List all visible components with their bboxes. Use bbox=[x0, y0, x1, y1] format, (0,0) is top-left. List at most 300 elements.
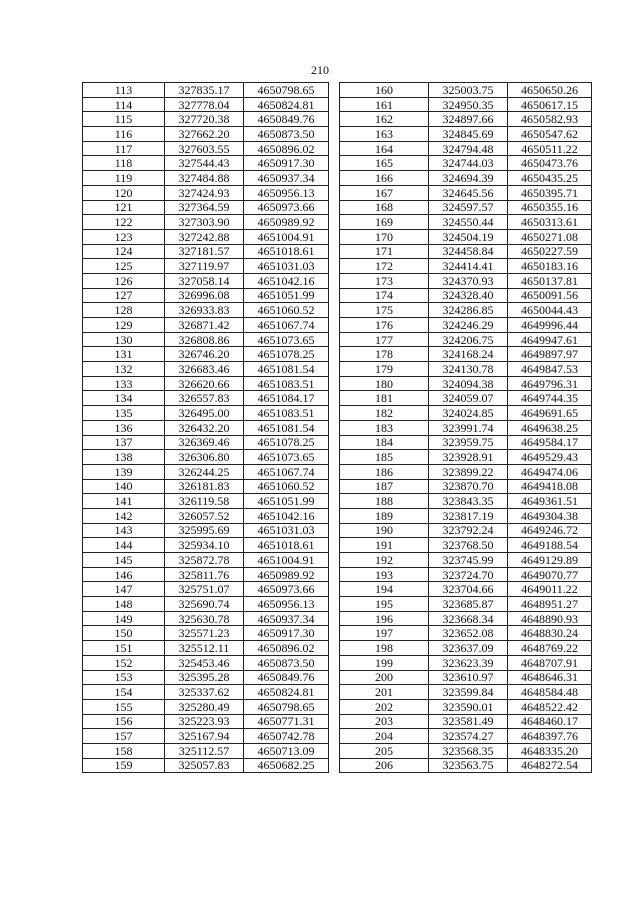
point-number-cell: 139 bbox=[83, 464, 165, 479]
x-coordinate-cell: 323899.22 bbox=[429, 464, 508, 479]
y-coordinate-cell: 4650873.50 bbox=[244, 127, 329, 142]
y-coordinate-cell: 4649474.06 bbox=[508, 464, 592, 479]
x-coordinate-cell: 323768.50 bbox=[429, 538, 508, 553]
x-coordinate-cell: 324458.84 bbox=[429, 244, 508, 259]
y-coordinate-cell: 4650937.34 bbox=[244, 171, 329, 186]
table-row bbox=[340, 376, 592, 391]
table-row bbox=[83, 611, 329, 626]
x-coordinate-cell: 326119.58 bbox=[165, 494, 244, 509]
y-coordinate-cell: 4651060.52 bbox=[244, 479, 329, 494]
table-row bbox=[83, 376, 329, 391]
x-coordinate-cell: 325057.83 bbox=[165, 758, 244, 773]
y-coordinate-cell: 4648397.76 bbox=[508, 729, 592, 744]
point-number-cell: 174 bbox=[340, 288, 429, 303]
x-coordinate-cell: 323745.99 bbox=[429, 553, 508, 568]
x-coordinate-cell: 327603.55 bbox=[165, 141, 244, 156]
table-row bbox=[340, 200, 592, 215]
y-coordinate-cell: 4651081.54 bbox=[244, 420, 329, 435]
point-number-cell: 159 bbox=[83, 758, 165, 773]
table-row bbox=[340, 670, 592, 685]
table-row bbox=[83, 362, 329, 377]
y-coordinate-cell: 4650973.66 bbox=[244, 200, 329, 215]
point-number-cell: 196 bbox=[340, 611, 429, 626]
y-coordinate-cell: 4650798.65 bbox=[244, 699, 329, 714]
x-coordinate-cell: 325630.78 bbox=[165, 611, 244, 626]
table-row bbox=[83, 229, 329, 244]
y-coordinate-cell: 4650771.31 bbox=[244, 714, 329, 729]
table-row bbox=[83, 641, 329, 656]
table-row bbox=[83, 406, 329, 421]
table-row bbox=[83, 435, 329, 450]
y-coordinate-cell: 4649897.97 bbox=[508, 347, 592, 362]
point-number-cell: 165 bbox=[340, 156, 429, 171]
x-coordinate-cell: 323928.91 bbox=[429, 450, 508, 465]
point-number-cell: 115 bbox=[83, 112, 165, 127]
table-row bbox=[83, 97, 329, 112]
y-coordinate-cell: 4649584.17 bbox=[508, 435, 592, 450]
x-coordinate-cell: 326620.66 bbox=[165, 376, 244, 391]
point-number-cell: 118 bbox=[83, 156, 165, 171]
x-coordinate-cell: 323843.35 bbox=[429, 494, 508, 509]
table-row bbox=[83, 391, 329, 406]
point-number-cell: 197 bbox=[340, 626, 429, 641]
table-row bbox=[340, 97, 592, 112]
x-coordinate-cell: 326432.20 bbox=[165, 420, 244, 435]
x-coordinate-cell: 323590.01 bbox=[429, 699, 508, 714]
point-number-cell: 113 bbox=[83, 83, 165, 98]
table-row bbox=[83, 743, 329, 758]
table-row bbox=[340, 743, 592, 758]
y-coordinate-cell: 4648830.24 bbox=[508, 626, 592, 641]
y-coordinate-cell: 4651004.91 bbox=[244, 553, 329, 568]
point-number-cell: 177 bbox=[340, 332, 429, 347]
table-row bbox=[83, 729, 329, 744]
table-row bbox=[340, 494, 592, 509]
table-row bbox=[83, 156, 329, 171]
table-row bbox=[83, 259, 329, 274]
point-number-cell: 200 bbox=[340, 670, 429, 685]
x-coordinate-cell: 325571.23 bbox=[165, 626, 244, 641]
table-row bbox=[340, 479, 592, 494]
point-number-cell: 149 bbox=[83, 611, 165, 626]
x-coordinate-cell: 323581.49 bbox=[429, 714, 508, 729]
point-number-cell: 156 bbox=[83, 714, 165, 729]
point-number-cell: 130 bbox=[83, 332, 165, 347]
y-coordinate-cell: 4650917.30 bbox=[244, 626, 329, 641]
table-row bbox=[83, 508, 329, 523]
table-row bbox=[83, 523, 329, 538]
x-coordinate-cell: 324414.41 bbox=[429, 259, 508, 274]
table-row bbox=[83, 464, 329, 479]
y-coordinate-cell: 4648769.22 bbox=[508, 641, 592, 656]
x-coordinate-cell: 324597.57 bbox=[429, 200, 508, 215]
x-coordinate-cell: 323637.09 bbox=[429, 641, 508, 656]
table-row bbox=[340, 156, 592, 171]
table-row bbox=[340, 318, 592, 333]
x-coordinate-cell: 324550.44 bbox=[429, 215, 508, 230]
table-row bbox=[340, 523, 592, 538]
x-coordinate-cell: 324950.35 bbox=[429, 97, 508, 112]
table-row bbox=[83, 655, 329, 670]
point-number-cell: 141 bbox=[83, 494, 165, 509]
table-row bbox=[340, 611, 592, 626]
y-coordinate-cell: 4648584.48 bbox=[508, 685, 592, 700]
y-coordinate-cell: 4650973.66 bbox=[244, 582, 329, 597]
point-number-cell: 117 bbox=[83, 141, 165, 156]
point-number-cell: 199 bbox=[340, 655, 429, 670]
table-row bbox=[83, 273, 329, 288]
table-row bbox=[83, 670, 329, 685]
x-coordinate-cell: 326746.20 bbox=[165, 347, 244, 362]
x-coordinate-cell: 324328.40 bbox=[429, 288, 508, 303]
y-coordinate-cell: 4649996.44 bbox=[508, 318, 592, 333]
table-row bbox=[83, 685, 329, 700]
y-coordinate-cell: 4650435.25 bbox=[508, 171, 592, 186]
y-coordinate-cell: 4651018.61 bbox=[244, 244, 329, 259]
x-coordinate-cell: 326057.52 bbox=[165, 508, 244, 523]
y-coordinate-cell: 4649418.08 bbox=[508, 479, 592, 494]
x-coordinate-cell: 324246.29 bbox=[429, 318, 508, 333]
x-coordinate-cell: 326871.42 bbox=[165, 318, 244, 333]
point-number-cell: 119 bbox=[83, 171, 165, 186]
y-coordinate-cell: 4650395.71 bbox=[508, 185, 592, 200]
point-number-cell: 171 bbox=[340, 244, 429, 259]
point-number-cell: 189 bbox=[340, 508, 429, 523]
x-coordinate-cell: 324024.85 bbox=[429, 406, 508, 421]
y-coordinate-cell: 4649011.22 bbox=[508, 582, 592, 597]
x-coordinate-cell: 326933.83 bbox=[165, 303, 244, 318]
point-number-cell: 169 bbox=[340, 215, 429, 230]
x-coordinate-cell: 326369.46 bbox=[165, 435, 244, 450]
table-row bbox=[340, 347, 592, 362]
x-coordinate-cell: 325751.07 bbox=[165, 582, 244, 597]
point-number-cell: 132 bbox=[83, 362, 165, 377]
x-coordinate-cell: 323652.08 bbox=[429, 626, 508, 641]
y-coordinate-cell: 4649744.35 bbox=[508, 391, 592, 406]
point-number-cell: 134 bbox=[83, 391, 165, 406]
x-coordinate-cell: 327364.59 bbox=[165, 200, 244, 215]
x-coordinate-cell: 323668.34 bbox=[429, 611, 508, 626]
x-coordinate-cell: 325512.11 bbox=[165, 641, 244, 656]
point-number-cell: 193 bbox=[340, 567, 429, 582]
table-row bbox=[340, 508, 592, 523]
y-coordinate-cell: 4648522.42 bbox=[508, 699, 592, 714]
table-row bbox=[340, 435, 592, 450]
x-coordinate-cell: 325811.76 bbox=[165, 567, 244, 582]
y-coordinate-cell: 4650617.15 bbox=[508, 97, 592, 112]
table-row bbox=[83, 538, 329, 553]
x-coordinate-cell: 324744.03 bbox=[429, 156, 508, 171]
y-coordinate-cell: 4650313.61 bbox=[508, 215, 592, 230]
point-number-cell: 182 bbox=[340, 406, 429, 421]
table-row bbox=[83, 185, 329, 200]
x-coordinate-cell: 326683.46 bbox=[165, 362, 244, 377]
point-number-cell: 204 bbox=[340, 729, 429, 744]
x-coordinate-cell: 323685.87 bbox=[429, 597, 508, 612]
x-coordinate-cell: 327778.04 bbox=[165, 97, 244, 112]
x-coordinate-cell: 323817.19 bbox=[429, 508, 508, 523]
x-coordinate-cell: 327662.20 bbox=[165, 127, 244, 142]
point-number-cell: 125 bbox=[83, 259, 165, 274]
y-coordinate-cell: 4650849.76 bbox=[244, 112, 329, 127]
x-coordinate-cell: 323623.39 bbox=[429, 655, 508, 670]
table-row bbox=[83, 244, 329, 259]
y-coordinate-cell: 4650713.09 bbox=[244, 743, 329, 758]
point-number-cell: 178 bbox=[340, 347, 429, 362]
point-number-cell: 175 bbox=[340, 303, 429, 318]
y-coordinate-cell: 4649361.51 bbox=[508, 494, 592, 509]
x-coordinate-cell: 327303.90 bbox=[165, 215, 244, 230]
point-number-cell: 151 bbox=[83, 641, 165, 656]
x-coordinate-cell: 325280.49 bbox=[165, 699, 244, 714]
x-coordinate-cell: 323599.84 bbox=[429, 685, 508, 700]
x-coordinate-cell: 323704.66 bbox=[429, 582, 508, 597]
y-coordinate-cell: 4650937.34 bbox=[244, 611, 329, 626]
y-coordinate-cell: 4650956.13 bbox=[244, 185, 329, 200]
point-number-cell: 163 bbox=[340, 127, 429, 142]
x-coordinate-cell: 325167.94 bbox=[165, 729, 244, 744]
x-coordinate-cell: 327424.93 bbox=[165, 185, 244, 200]
point-number-cell: 162 bbox=[340, 112, 429, 127]
table-row bbox=[340, 655, 592, 670]
x-coordinate-cell: 324286.85 bbox=[429, 303, 508, 318]
y-coordinate-cell: 4650682.25 bbox=[244, 758, 329, 773]
point-number-cell: 205 bbox=[340, 743, 429, 758]
x-coordinate-cell: 325690.74 bbox=[165, 597, 244, 612]
x-coordinate-cell: 323792.24 bbox=[429, 523, 508, 538]
point-number-cell: 126 bbox=[83, 273, 165, 288]
point-number-cell: 124 bbox=[83, 244, 165, 259]
y-coordinate-cell: 4649691.65 bbox=[508, 406, 592, 421]
table-row bbox=[83, 758, 329, 773]
y-coordinate-cell: 4651067.74 bbox=[244, 318, 329, 333]
y-coordinate-cell: 4650044.43 bbox=[508, 303, 592, 318]
point-number-cell: 167 bbox=[340, 185, 429, 200]
table-row bbox=[340, 127, 592, 142]
y-coordinate-cell: 4650896.02 bbox=[244, 641, 329, 656]
point-number-cell: 161 bbox=[340, 97, 429, 112]
point-number-cell: 123 bbox=[83, 229, 165, 244]
point-number-cell: 160 bbox=[340, 83, 429, 98]
y-coordinate-cell: 4650989.92 bbox=[244, 215, 329, 230]
table-row bbox=[83, 479, 329, 494]
x-coordinate-cell: 324206.75 bbox=[429, 332, 508, 347]
point-number-cell: 179 bbox=[340, 362, 429, 377]
y-coordinate-cell: 4651051.99 bbox=[244, 494, 329, 509]
table-row bbox=[83, 141, 329, 156]
table-row bbox=[340, 391, 592, 406]
point-number-cell: 202 bbox=[340, 699, 429, 714]
table-row bbox=[340, 229, 592, 244]
point-number-cell: 153 bbox=[83, 670, 165, 685]
table-row bbox=[83, 699, 329, 714]
table-row bbox=[340, 303, 592, 318]
point-number-cell: 181 bbox=[340, 391, 429, 406]
point-number-cell: 133 bbox=[83, 376, 165, 391]
point-number-cell: 122 bbox=[83, 215, 165, 230]
table-row bbox=[340, 567, 592, 582]
table-row bbox=[83, 112, 329, 127]
point-number-cell: 116 bbox=[83, 127, 165, 142]
point-number-cell: 172 bbox=[340, 259, 429, 274]
table-row bbox=[340, 641, 592, 656]
y-coordinate-cell: 4651042.16 bbox=[244, 508, 329, 523]
table-row bbox=[340, 597, 592, 612]
table-row bbox=[340, 553, 592, 568]
x-coordinate-cell: 324059.07 bbox=[429, 391, 508, 406]
point-number-cell: 140 bbox=[83, 479, 165, 494]
y-coordinate-cell: 4650271.08 bbox=[508, 229, 592, 244]
point-number-cell: 121 bbox=[83, 200, 165, 215]
x-coordinate-cell: 324504.19 bbox=[429, 229, 508, 244]
x-coordinate-cell: 327544.43 bbox=[165, 156, 244, 171]
table-row bbox=[83, 420, 329, 435]
point-number-cell: 166 bbox=[340, 171, 429, 186]
point-number-cell: 152 bbox=[83, 655, 165, 670]
point-number-cell: 155 bbox=[83, 699, 165, 714]
point-number-cell: 135 bbox=[83, 406, 165, 421]
table-row bbox=[83, 303, 329, 318]
y-coordinate-cell: 4650824.81 bbox=[244, 685, 329, 700]
y-coordinate-cell: 4651042.16 bbox=[244, 273, 329, 288]
y-coordinate-cell: 4649529.43 bbox=[508, 450, 592, 465]
y-coordinate-cell: 4650742.78 bbox=[244, 729, 329, 744]
x-coordinate-cell: 325395.28 bbox=[165, 670, 244, 685]
coordinate-table-left bbox=[82, 82, 329, 773]
table-row bbox=[83, 626, 329, 641]
point-number-cell: 164 bbox=[340, 141, 429, 156]
y-coordinate-cell: 4650227.59 bbox=[508, 244, 592, 259]
point-number-cell: 137 bbox=[83, 435, 165, 450]
point-number-cell: 143 bbox=[83, 523, 165, 538]
x-coordinate-cell: 327720.38 bbox=[165, 112, 244, 127]
x-coordinate-cell: 323563.75 bbox=[429, 758, 508, 773]
y-coordinate-cell: 4650956.13 bbox=[244, 597, 329, 612]
y-coordinate-cell: 4651073.65 bbox=[244, 450, 329, 465]
y-coordinate-cell: 4651081.54 bbox=[244, 362, 329, 377]
point-number-cell: 201 bbox=[340, 685, 429, 700]
point-number-cell: 185 bbox=[340, 450, 429, 465]
table-row bbox=[340, 582, 592, 597]
point-number-cell: 170 bbox=[340, 229, 429, 244]
table-row bbox=[340, 699, 592, 714]
x-coordinate-cell: 324897.66 bbox=[429, 112, 508, 127]
table-row bbox=[340, 215, 592, 230]
point-number-cell: 187 bbox=[340, 479, 429, 494]
table-row bbox=[83, 597, 329, 612]
y-coordinate-cell: 4650650.26 bbox=[508, 83, 592, 98]
x-coordinate-cell: 327484.88 bbox=[165, 171, 244, 186]
table-row bbox=[340, 362, 592, 377]
point-number-cell: 128 bbox=[83, 303, 165, 318]
x-coordinate-cell: 324694.39 bbox=[429, 171, 508, 186]
point-number-cell: 192 bbox=[340, 553, 429, 568]
point-number-cell: 145 bbox=[83, 553, 165, 568]
y-coordinate-cell: 4650091.56 bbox=[508, 288, 592, 303]
table-row bbox=[340, 626, 592, 641]
table-row bbox=[340, 244, 592, 259]
y-coordinate-cell: 4649947.61 bbox=[508, 332, 592, 347]
x-coordinate-cell: 325453.46 bbox=[165, 655, 244, 670]
y-coordinate-cell: 4648707.91 bbox=[508, 655, 592, 670]
point-number-cell: 136 bbox=[83, 420, 165, 435]
point-number-cell: 195 bbox=[340, 597, 429, 612]
y-coordinate-cell: 4648951.27 bbox=[508, 597, 592, 612]
x-coordinate-cell: 327119.97 bbox=[165, 259, 244, 274]
point-number-cell: 158 bbox=[83, 743, 165, 758]
point-number-cell: 131 bbox=[83, 347, 165, 362]
y-coordinate-cell: 4650873.50 bbox=[244, 655, 329, 670]
y-coordinate-cell: 4651083.51 bbox=[244, 376, 329, 391]
y-coordinate-cell: 4649129.89 bbox=[508, 553, 592, 568]
x-coordinate-cell: 324645.56 bbox=[429, 185, 508, 200]
y-coordinate-cell: 4648646.31 bbox=[508, 670, 592, 685]
y-coordinate-cell: 4648890.93 bbox=[508, 611, 592, 626]
table-row bbox=[340, 685, 592, 700]
x-coordinate-cell: 325223.93 bbox=[165, 714, 244, 729]
x-coordinate-cell: 325872.78 bbox=[165, 553, 244, 568]
table-row bbox=[340, 729, 592, 744]
x-coordinate-cell: 327835.17 bbox=[165, 83, 244, 98]
table-row bbox=[83, 318, 329, 333]
y-coordinate-cell: 4650582.93 bbox=[508, 112, 592, 127]
table-row bbox=[83, 347, 329, 362]
table-row bbox=[340, 538, 592, 553]
point-number-cell: 154 bbox=[83, 685, 165, 700]
y-coordinate-cell: 4651004.91 bbox=[244, 229, 329, 244]
y-coordinate-cell: 4649304.38 bbox=[508, 508, 592, 523]
y-coordinate-cell: 4650917.30 bbox=[244, 156, 329, 171]
x-coordinate-cell: 324370.93 bbox=[429, 273, 508, 288]
y-coordinate-cell: 4650849.76 bbox=[244, 670, 329, 685]
y-coordinate-cell: 4650511.22 bbox=[508, 141, 592, 156]
y-coordinate-cell: 4651067.74 bbox=[244, 464, 329, 479]
x-coordinate-cell: 323959.75 bbox=[429, 435, 508, 450]
point-number-cell: 148 bbox=[83, 597, 165, 612]
point-number-cell: 120 bbox=[83, 185, 165, 200]
y-coordinate-cell: 4649188.54 bbox=[508, 538, 592, 553]
x-coordinate-cell: 324168.24 bbox=[429, 347, 508, 362]
y-coordinate-cell: 4650355.16 bbox=[508, 200, 592, 215]
y-coordinate-cell: 4651078.25 bbox=[244, 435, 329, 450]
table-row bbox=[83, 714, 329, 729]
table-row bbox=[83, 553, 329, 568]
y-coordinate-cell: 4651051.99 bbox=[244, 288, 329, 303]
point-number-cell: 191 bbox=[340, 538, 429, 553]
x-coordinate-cell: 323568.35 bbox=[429, 743, 508, 758]
table-row bbox=[83, 200, 329, 215]
point-number-cell: 184 bbox=[340, 435, 429, 450]
x-coordinate-cell: 325934.10 bbox=[165, 538, 244, 553]
x-coordinate-cell: 326244.25 bbox=[165, 464, 244, 479]
table-row bbox=[83, 127, 329, 142]
table-row bbox=[340, 141, 592, 156]
x-coordinate-cell: 324130.78 bbox=[429, 362, 508, 377]
y-coordinate-cell: 4649638.25 bbox=[508, 420, 592, 435]
table-row bbox=[340, 259, 592, 274]
x-coordinate-cell: 327058.14 bbox=[165, 273, 244, 288]
y-coordinate-cell: 4649796.31 bbox=[508, 376, 592, 391]
table-row bbox=[83, 83, 329, 98]
point-number-cell: 157 bbox=[83, 729, 165, 744]
point-number-cell: 144 bbox=[83, 538, 165, 553]
y-coordinate-cell: 4651078.25 bbox=[244, 347, 329, 362]
point-number-cell: 186 bbox=[340, 464, 429, 479]
point-number-cell: 173 bbox=[340, 273, 429, 288]
y-coordinate-cell: 4651031.03 bbox=[244, 523, 329, 538]
y-coordinate-cell: 4651083.51 bbox=[244, 406, 329, 421]
x-coordinate-cell: 325112.57 bbox=[165, 743, 244, 758]
